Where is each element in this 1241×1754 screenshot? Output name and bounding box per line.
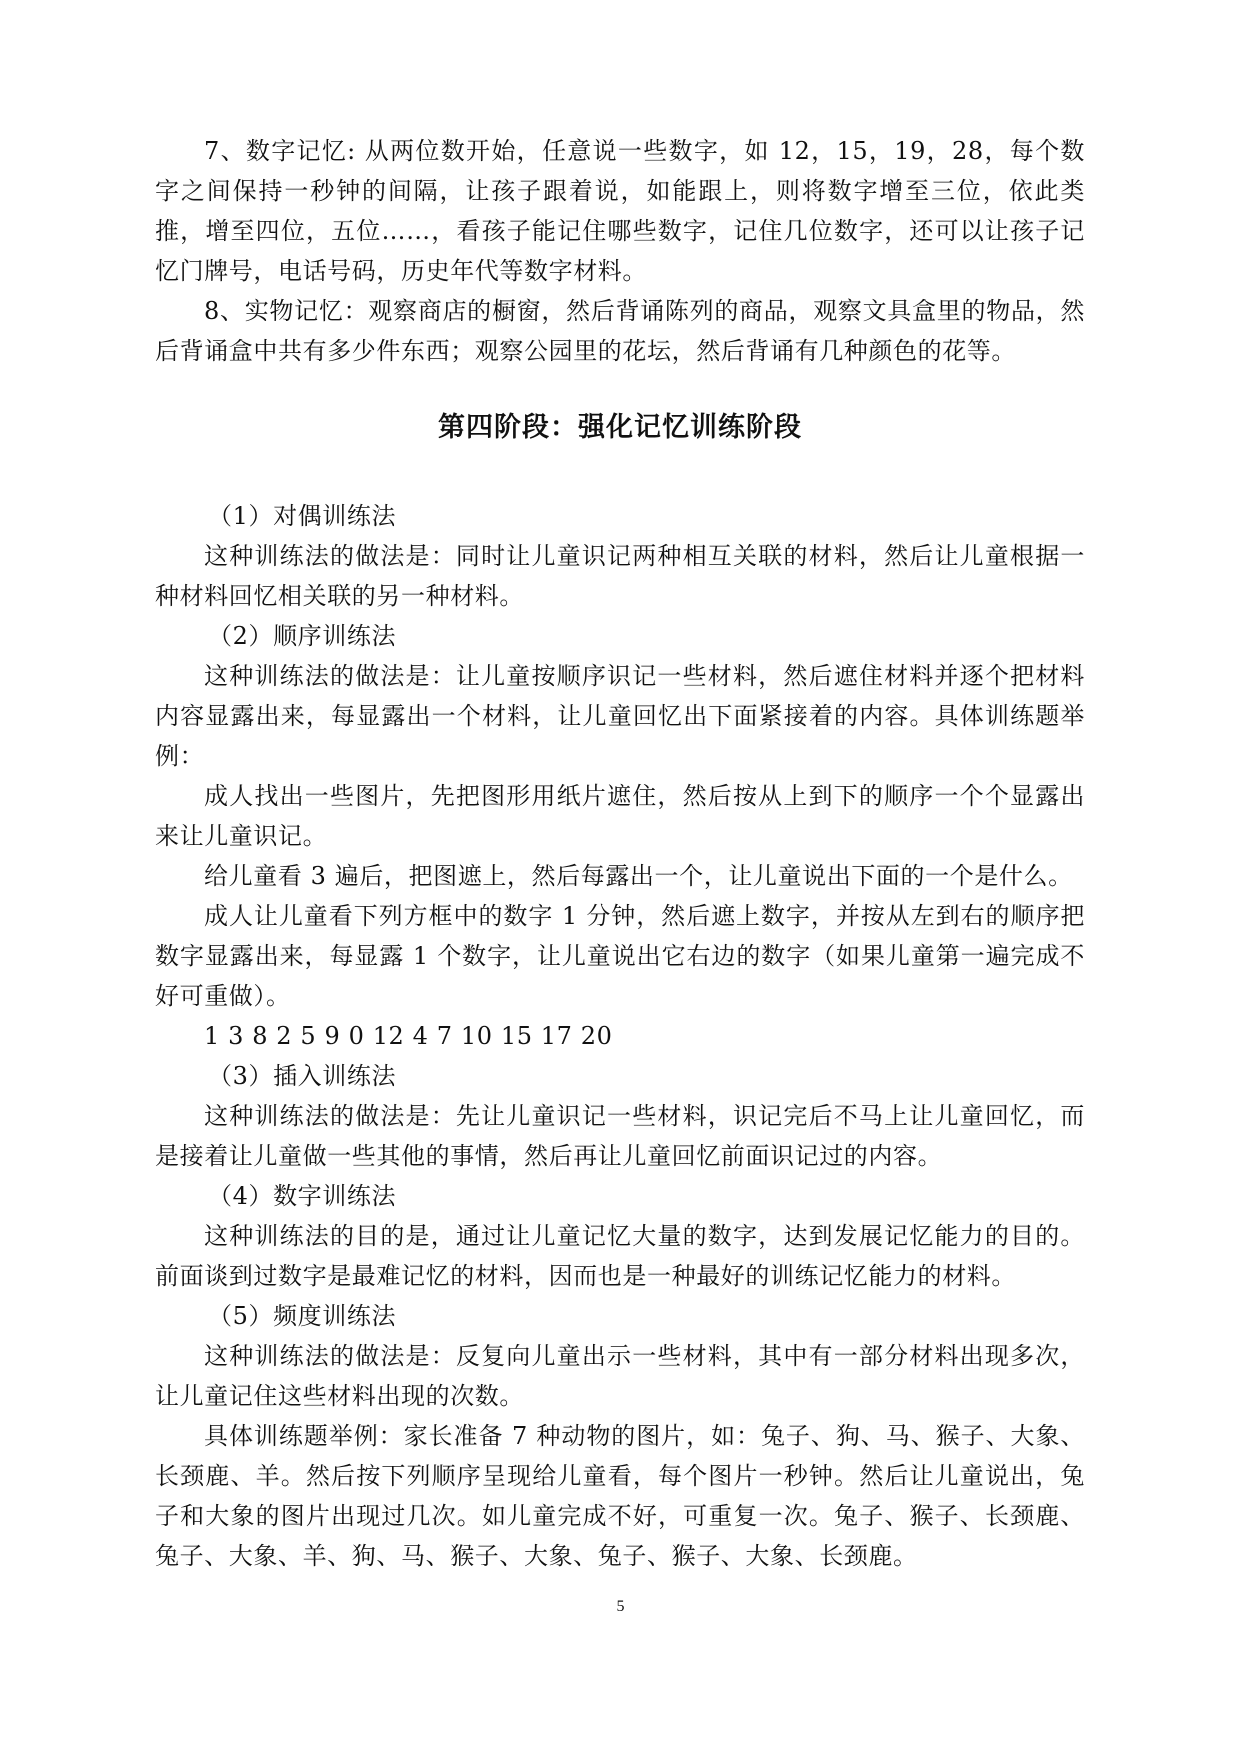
paragraph-number-memory: 7、数字记忆: 从两位数开始，任意说一些数字，如 12，15，19，28，每个数字之间保持一秒钟的间隔，让孩子跟着说，如能跟上，则将数字增至三位，依此类推，增至四位，五位……，看孩子能记住哪些数字，记住几位数字，还可以让孩子记忆门牌号，电话号码，历史年代等数字材料。: [155, 137, 1085, 285]
method-4-paragraph: 这种训练法的目的是，通过让儿童记忆大量的数字，达到发展记忆能力的目的。前面谈到过数字是最难记忆的材料，因而也是一种最好的训练记忆能力的材料。: [155, 1222, 1085, 1290]
method-2-title: （2）顺序训练法: [208, 622, 397, 650]
method-5-title: （5）频度训练法: [208, 1302, 397, 1330]
method-5-example: 具体训练题举例：家长准备 7 种动物的图片，如：兔子、狗、马、猴子、大象、长颈鹿、羊。然后按下列顺序呈现给儿童看，每个图片一秒钟。然后让儿童说出，兔子和大象的图片出现过几次。如儿童完成不好，可重复一次。兔子、猴子、长颈鹿、兔子、大象、羊、狗、马、猴子、大象、兔子、猴子、大象、长颈鹿。: [155, 1422, 1085, 1570]
method-2-paragraph: 这种训练法的做法是：让儿童按顺序识记一些材料，然后遮住材料并逐个把材料内容显露出来，每显露出一个材料，让儿童回忆出下面紧接着的内容。具体训练题举例：: [155, 662, 1085, 770]
method-5-paragraph: 这种训练法的做法是：反复向儿童出示一些材料，其中有一部分材料出现多次，让儿童记住这些材料出现的次数。: [155, 1342, 1085, 1410]
method-1-title: （1）对偶训练法: [208, 502, 397, 530]
method-2-example-1: 成人找出一些图片，先把图形用纸片遮住，然后按从上到下的顺序一个个显露出来让儿童识记。: [155, 782, 1085, 850]
method-2-example-2: 给儿童看 3 遍后，把图遮上，然后每露出一个，让儿童说出下面的一个是什么。: [204, 862, 1073, 890]
method-1-paragraph: 这种训练法的做法是：同时让儿童识记两种相互关联的材料，然后让儿童根据一种材料回忆相关联的另一种材料。: [155, 542, 1085, 610]
method-3-paragraph: 这种训练法的做法是：先让儿童识记一些材料，识记完后不马上让儿童回忆，而是接着让儿童做一些其他的事情，然后再让儿童回忆前面识记过的内容。: [155, 1102, 1085, 1170]
section-heading: 第四阶段：强化记忆训练阶段: [438, 412, 802, 443]
method-2-example-3: 成人让儿童看下列方框中的数字 1 分钟，然后遮上数字，并按从左到右的顺序把数字显露出来，每显露 1 个数字，让儿童说出它右边的数字（如果儿童第一遍完成不好可重做）。: [155, 902, 1085, 1010]
number-sequence: 1 3 8 2 5 9 0 12 4 7 10 15 17 20: [204, 1022, 613, 1050]
method-4-title: （4）数字训练法: [208, 1182, 397, 1210]
page-body: [155, 131, 1085, 1576]
method-3-title: （3）插入训练法: [208, 1062, 397, 1090]
paragraph-object-memory: 8、实物记忆：观察商店的橱窗，然后背诵陈列的商品，观察文具盒里的物品，然后背诵盒中共有多少件东西；观察公园里的花坛，然后背诵有几种颜色的花等。: [155, 297, 1085, 365]
page-number: 5: [616, 1598, 625, 1615]
